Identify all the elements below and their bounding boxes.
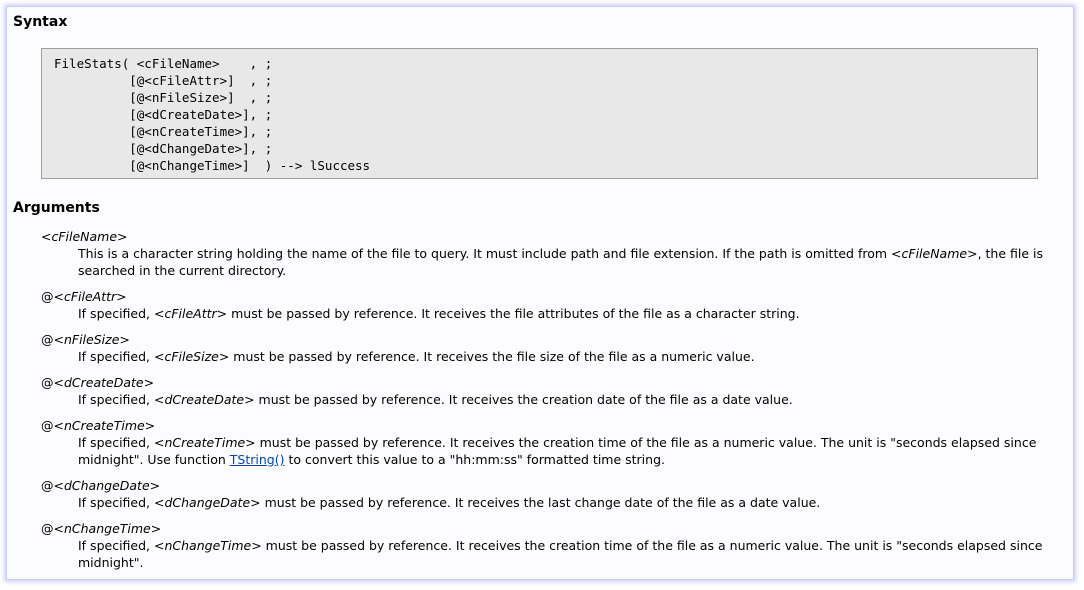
syntax-heading: Syntax: [13, 14, 68, 30]
arguments-heading: Arguments: [13, 200, 100, 216]
argument-description: If specified, <nCreateTime> must be passed by reference. It receives the creation time of the file as a numeric value. The unit is "seconds elapsed since midnight". Use function TString() to convert this value to a "hh:mm:ss" formatted time string.: [78, 435, 1037, 467]
argument-name: <nFileSize>: [53, 332, 130, 347]
argument-term: @<nChangeTime>: [41, 521, 162, 536]
argument-term: @<nCreateTime>: [41, 418, 156, 433]
argument-description: If specified, <cFileSize> must be passed by reference. It receives the file size of the file as a numeric value.: [78, 349, 755, 364]
argument-description: If specified, <nChangeTime> must be passed by reference. It receives the creation time of the file as a numeric value. The unit is "seconds elapsed since midnight".: [78, 538, 1043, 570]
argument-name: <dCreateDate>: [53, 375, 155, 390]
argument-description: If specified, <cFileAttr> must be passed by reference. It receives the file attributes of the file as a character string.: [78, 306, 800, 321]
argument-name: <cFileName>: [41, 229, 128, 244]
argument-term: @<dChangeDate>: [41, 478, 161, 493]
argument-term: @<nFileSize>: [41, 332, 130, 347]
argument-description: This is a character string holding the name of the file to query. It must include path and file extension. If the path is omitted from <cFileName>, the file is searched in the current directory.: [78, 246, 1043, 278]
argument-term: @<cFileAttr>: [41, 289, 127, 304]
argument-description: If specified, <dChangeDate> must be passed by reference. It receives the last change date of the file as a date value.: [78, 495, 821, 510]
code-line: [@<nFileSize>] , ;: [54, 90, 273, 105]
code-line: FileStats( <cFileName> , ;: [54, 56, 273, 71]
argument-term: [41, 228, 128, 245]
tstring-link[interactable]: TString(): [229, 452, 285, 467]
code-line: [@<dChangeDate>], ;: [54, 141, 273, 156]
argument-description: If specified, <dCreateDate> must be passed by reference. It receives the creation date of the file as a date value.: [78, 392, 793, 407]
code-line: [@<nChangeTime>] ) --> lSuccess: [54, 158, 371, 173]
code-line: [@<nCreateTime>], ;: [54, 124, 273, 139]
code-line: [@<dCreateDate>], ;: [54, 107, 273, 122]
help-topic-panel: [6, 6, 1074, 580]
argument-name: <nChangeTime>: [53, 521, 162, 536]
argument-term: @<dCreateDate>: [41, 375, 155, 390]
argument-name: <nCreateTime>: [53, 418, 156, 433]
argument-name: <dChangeDate>: [53, 478, 161, 493]
syntax-code-block: [41, 48, 1038, 179]
argument-name: <cFileAttr>: [53, 289, 127, 304]
code-line: [@<cFileAttr>] , ;: [54, 73, 273, 88]
